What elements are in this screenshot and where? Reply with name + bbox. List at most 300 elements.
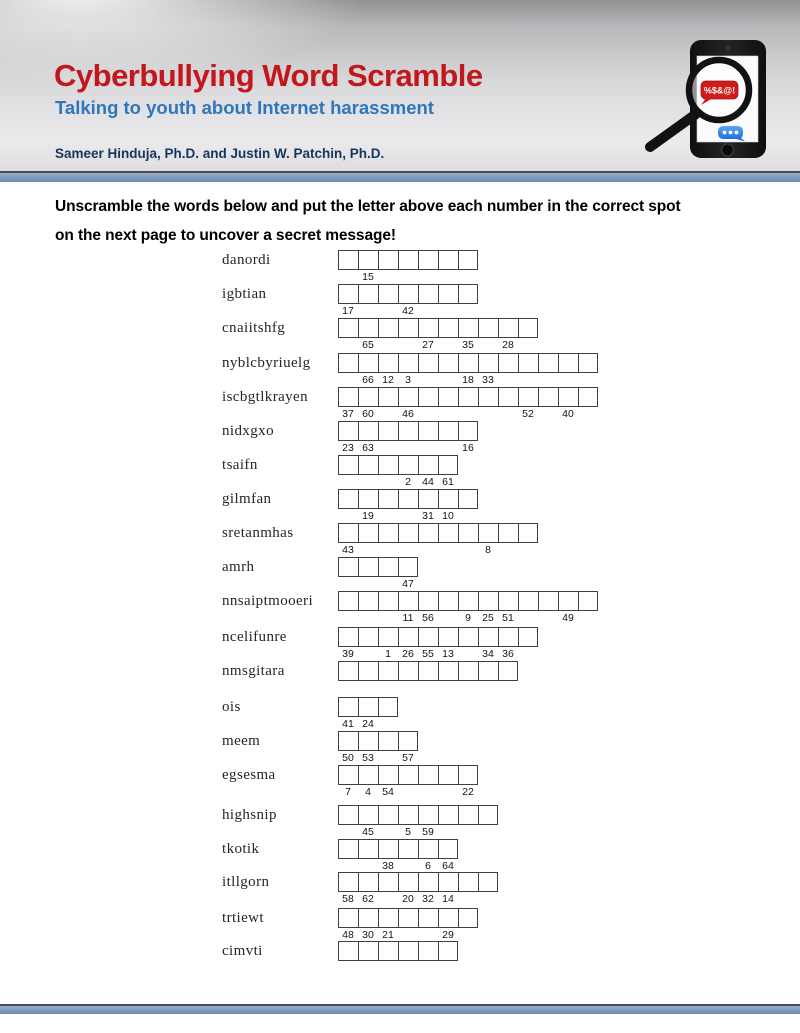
- letter-box: [358, 908, 378, 928]
- letter-box: [458, 387, 478, 407]
- letter-box: [418, 872, 438, 892]
- letter-box: [458, 765, 478, 785]
- letter-box: [378, 839, 398, 859]
- letter-box: [338, 284, 358, 304]
- page-title: Cyberbullying Word Scramble: [54, 58, 483, 93]
- box-number: 45: [362, 826, 374, 838]
- letter-box: [418, 353, 438, 373]
- letter-box: [338, 557, 358, 577]
- letter-box: [578, 353, 598, 373]
- letter-box: [378, 661, 398, 681]
- letter-box: [438, 353, 458, 373]
- letter-box: [458, 523, 478, 543]
- letter-box: [398, 557, 418, 577]
- box-number: 33: [482, 374, 494, 386]
- number-labels: [338, 305, 618, 317]
- box-number: 56: [422, 612, 434, 624]
- letter-box: [378, 489, 398, 509]
- scrambled-word: iscbgtlkrayen: [222, 389, 309, 405]
- box-number: 47: [402, 578, 414, 590]
- number-labels: [338, 893, 618, 905]
- number-labels: [338, 510, 618, 522]
- letter-box: [418, 839, 438, 859]
- letter-box: [378, 455, 398, 475]
- letter-box: [398, 489, 418, 509]
- letter-box: [398, 455, 418, 475]
- scrambled-word: igbtian: [222, 286, 267, 302]
- instructions-line1: Unscramble the words below and put the letter above each number in the correct spot: [55, 198, 681, 215]
- letter-box: [378, 908, 398, 928]
- letter-box: [338, 353, 358, 373]
- letter-box: [378, 697, 398, 717]
- letter-box: [378, 557, 398, 577]
- scrambled-word: nyblcbyriuelg: [222, 355, 311, 371]
- letter-box: [398, 661, 418, 681]
- letter-boxes: [338, 872, 498, 892]
- number-labels: [338, 476, 618, 488]
- letter-box: [358, 941, 378, 961]
- box-number: 40: [562, 408, 574, 420]
- scrambled-word: sretanmhas: [222, 525, 294, 541]
- box-number: 6: [425, 860, 431, 872]
- word-row: [222, 455, 782, 489]
- scrambled-word: danordi: [222, 252, 271, 268]
- box-number: 18: [462, 374, 474, 386]
- letter-box: [418, 765, 438, 785]
- word-row: [222, 523, 782, 557]
- letter-box: [338, 387, 358, 407]
- letter-box: [578, 387, 598, 407]
- word-row: [222, 387, 782, 421]
- word-row: [222, 627, 782, 661]
- scrambled-word: tkotik: [222, 841, 260, 857]
- word-row: [222, 250, 782, 284]
- box-number: 20: [402, 893, 414, 905]
- number-labels: [338, 442, 618, 454]
- box-number: 63: [362, 442, 374, 454]
- letter-box: [498, 627, 518, 647]
- number-labels: [338, 752, 618, 764]
- letter-box: [418, 318, 438, 338]
- letter-box: [378, 765, 398, 785]
- letter-box: [378, 627, 398, 647]
- letter-box: [518, 353, 538, 373]
- box-number: 32: [422, 893, 434, 905]
- letter-box: [418, 591, 438, 611]
- scrambled-word: highsnip: [222, 807, 277, 823]
- letter-boxes: [338, 421, 478, 441]
- letter-box: [398, 765, 418, 785]
- letter-box: [338, 489, 358, 509]
- letter-box: [418, 941, 438, 961]
- letter-box: [518, 627, 538, 647]
- letter-box: [338, 318, 358, 338]
- footer-bar: [0, 1004, 800, 1014]
- box-number: 19: [362, 510, 374, 522]
- scrambled-word: tsaifn: [222, 457, 258, 473]
- letter-box: [458, 318, 478, 338]
- letter-boxes: [338, 591, 598, 611]
- word-row: [222, 908, 782, 942]
- letter-box: [358, 489, 378, 509]
- letter-box: [458, 353, 478, 373]
- letter-boxes: [338, 661, 518, 681]
- scrambled-word: itllgorn: [222, 874, 270, 890]
- letter-box: [478, 872, 498, 892]
- letter-box: [358, 557, 378, 577]
- box-number: 14: [442, 893, 454, 905]
- number-labels: [338, 612, 618, 624]
- letter-boxes: [338, 941, 458, 961]
- letter-box: [358, 872, 378, 892]
- letter-box: [358, 731, 378, 751]
- letter-box: [338, 697, 358, 717]
- letter-box: [398, 805, 418, 825]
- box-number: 55: [422, 648, 434, 660]
- letter-box: [478, 318, 498, 338]
- word-row: [222, 839, 782, 873]
- box-number: 61: [442, 476, 454, 488]
- box-number: 7: [345, 786, 351, 798]
- box-number: 62: [362, 893, 374, 905]
- box-number: 4: [365, 786, 371, 798]
- letter-box: [338, 805, 358, 825]
- box-number: 53: [362, 752, 374, 764]
- box-number: 65: [362, 339, 374, 351]
- box-number: 46: [402, 408, 414, 420]
- box-number: 57: [402, 752, 414, 764]
- word-row: [222, 872, 782, 906]
- box-number: 25: [482, 612, 494, 624]
- number-labels: [338, 718, 618, 730]
- letter-box: [338, 523, 358, 543]
- letter-box: [438, 250, 458, 270]
- number-labels: [338, 648, 618, 660]
- letter-box: [518, 318, 538, 338]
- box-number: 37: [342, 408, 354, 420]
- letter-box: [358, 284, 378, 304]
- letter-box: [398, 731, 418, 751]
- letter-box: [418, 455, 438, 475]
- letter-box: [498, 661, 518, 681]
- box-number: 31: [422, 510, 434, 522]
- letter-boxes: [338, 839, 458, 859]
- letter-box: [438, 284, 458, 304]
- letter-box: [358, 353, 378, 373]
- letter-box: [378, 523, 398, 543]
- box-number: 2: [405, 476, 411, 488]
- letter-box: [378, 805, 398, 825]
- box-number: 35: [462, 339, 474, 351]
- box-number: 1: [385, 648, 391, 660]
- letter-box: [418, 284, 438, 304]
- letter-box: [518, 591, 538, 611]
- letter-box: [578, 591, 598, 611]
- box-number: 21: [382, 929, 394, 941]
- letter-box: [378, 591, 398, 611]
- letter-box: [438, 839, 458, 859]
- letter-box: [478, 627, 498, 647]
- box-number: 64: [442, 860, 454, 872]
- letter-box: [418, 627, 438, 647]
- letter-boxes: [338, 697, 398, 717]
- letter-box: [438, 872, 458, 892]
- letter-box: [398, 523, 418, 543]
- letter-box: [438, 661, 458, 681]
- letter-boxes: [338, 557, 418, 577]
- letter-box: [338, 661, 358, 681]
- letter-box: [498, 318, 518, 338]
- box-number: 30: [362, 929, 374, 941]
- letter-box: [418, 421, 438, 441]
- box-number: 27: [422, 339, 434, 351]
- letter-box: [478, 387, 498, 407]
- scrambled-word: egsesma: [222, 767, 276, 783]
- letter-box: [498, 353, 518, 373]
- box-number: 41: [342, 718, 354, 730]
- letter-box: [378, 250, 398, 270]
- letter-box: [478, 805, 498, 825]
- letter-boxes: [338, 908, 478, 928]
- letter-box: [478, 523, 498, 543]
- letter-box: [358, 661, 378, 681]
- letter-box: [398, 421, 418, 441]
- letter-box: [398, 250, 418, 270]
- letter-box: [398, 387, 418, 407]
- letter-box: [338, 765, 358, 785]
- letter-box: [538, 591, 558, 611]
- letter-box: [478, 591, 498, 611]
- letter-box: [438, 318, 458, 338]
- letter-box: [398, 908, 418, 928]
- scrambled-word: nnsaiptmooeri: [222, 593, 314, 609]
- word-row: [222, 318, 782, 352]
- letter-box: [458, 661, 478, 681]
- letter-box: [438, 908, 458, 928]
- box-number: 66: [362, 374, 374, 386]
- page-subtitle: Talking to youth about Internet harassment: [55, 97, 434, 118]
- word-row: [222, 805, 782, 839]
- letter-box: [398, 941, 418, 961]
- letter-boxes: [338, 353, 598, 373]
- scrambled-word: ois: [222, 699, 241, 715]
- letter-box: [398, 627, 418, 647]
- word-row: [222, 353, 782, 387]
- number-labels: [338, 929, 618, 941]
- letter-box: [378, 353, 398, 373]
- letter-box: [538, 387, 558, 407]
- box-number: 58: [342, 893, 354, 905]
- scrambled-word: amrh: [222, 559, 255, 575]
- letter-box: [338, 591, 358, 611]
- letter-box: [498, 523, 518, 543]
- letter-box: [398, 353, 418, 373]
- letter-box: [538, 353, 558, 373]
- box-number: 11: [402, 612, 414, 624]
- letter-box: [358, 421, 378, 441]
- letter-box: [378, 941, 398, 961]
- letter-box: [438, 421, 458, 441]
- number-labels: [338, 786, 618, 798]
- letter-box: [378, 387, 398, 407]
- letter-box: [458, 591, 478, 611]
- box-number: 34: [482, 648, 494, 660]
- letter-box: [358, 250, 378, 270]
- box-number: 8: [485, 544, 491, 556]
- scrambled-word: cimvti: [222, 943, 263, 959]
- number-labels: [338, 339, 618, 351]
- letter-box: [438, 387, 458, 407]
- letter-boxes: [338, 318, 538, 338]
- box-number: 49: [562, 612, 574, 624]
- letter-box: [398, 839, 418, 859]
- letter-box: [558, 353, 578, 373]
- box-number: 28: [502, 339, 514, 351]
- letter-box: [398, 872, 418, 892]
- letter-box: [478, 661, 498, 681]
- scrambled-word: ncelifunre: [222, 629, 287, 645]
- letter-box: [438, 765, 458, 785]
- box-number: 3: [405, 374, 411, 386]
- letter-box: [518, 523, 538, 543]
- letter-box: [458, 627, 478, 647]
- letter-box: [398, 318, 418, 338]
- letter-box: [418, 387, 438, 407]
- letter-box: [438, 591, 458, 611]
- number-labels: [338, 962, 618, 974]
- letter-box: [338, 839, 358, 859]
- number-labels: [338, 578, 618, 590]
- letter-boxes: [338, 731, 418, 751]
- letter-box: [458, 284, 478, 304]
- letter-box: [458, 489, 478, 509]
- number-labels: [338, 544, 618, 556]
- letter-boxes: [338, 284, 478, 304]
- letter-box: [418, 489, 438, 509]
- letter-box: [358, 765, 378, 785]
- word-row: [222, 284, 782, 318]
- letter-box: [358, 627, 378, 647]
- letter-box: [438, 805, 458, 825]
- letter-boxes: [338, 627, 538, 647]
- box-number: 24: [362, 718, 374, 730]
- box-number: 22: [462, 786, 474, 798]
- box-number: 48: [342, 929, 354, 941]
- letter-box: [338, 250, 358, 270]
- letter-box: [338, 627, 358, 647]
- number-labels: [338, 860, 618, 872]
- box-number: 59: [422, 826, 434, 838]
- letter-box: [498, 591, 518, 611]
- scrambled-word: nmsgitara: [222, 663, 285, 679]
- box-number: 52: [522, 408, 534, 420]
- letter-box: [458, 421, 478, 441]
- number-labels: [338, 826, 618, 838]
- letter-box: [338, 908, 358, 928]
- word-row: [222, 557, 782, 591]
- letter-box: [558, 591, 578, 611]
- letter-box: [478, 353, 498, 373]
- letter-box: [438, 941, 458, 961]
- box-number: 10: [442, 510, 454, 522]
- scrambled-word: meem: [222, 733, 261, 749]
- letter-box: [358, 839, 378, 859]
- scrambled-word: trtiewt: [222, 910, 264, 926]
- letter-box: [358, 523, 378, 543]
- letter-box: [418, 661, 438, 681]
- letter-box: [378, 318, 398, 338]
- word-row: [222, 661, 782, 695]
- word-row: [222, 941, 782, 975]
- number-labels: [338, 408, 618, 420]
- letter-boxes: [338, 523, 538, 543]
- letter-box: [418, 908, 438, 928]
- box-number: 26: [402, 648, 414, 660]
- box-number: 51: [502, 612, 514, 624]
- letter-box: [398, 284, 418, 304]
- letter-box: [398, 591, 418, 611]
- box-number: 36: [502, 648, 514, 660]
- letter-box: [338, 872, 358, 892]
- letter-box: [438, 627, 458, 647]
- letter-box: [458, 872, 478, 892]
- box-number: 43: [342, 544, 354, 556]
- box-number: 38: [382, 860, 394, 872]
- number-labels: [338, 682, 618, 694]
- instructions-line2: on the next page to uncover a secret message!: [55, 227, 396, 244]
- box-number: 60: [362, 408, 374, 420]
- box-number: 9: [465, 612, 471, 624]
- letter-box: [418, 805, 438, 825]
- number-labels: [338, 271, 618, 283]
- box-number: 5: [405, 826, 411, 838]
- letter-box: [378, 284, 398, 304]
- word-row: [222, 421, 782, 455]
- letter-box: [518, 387, 538, 407]
- letter-boxes: [338, 387, 598, 407]
- scrambled-word: cnaiitshfg: [222, 320, 286, 336]
- letter-box: [358, 387, 378, 407]
- letter-box: [358, 455, 378, 475]
- box-number: 17: [342, 305, 354, 317]
- word-row: [222, 765, 782, 799]
- letter-box: [358, 805, 378, 825]
- letter-boxes: [338, 489, 478, 509]
- box-number: 12: [382, 374, 394, 386]
- word-row: [222, 697, 782, 731]
- word-row: [222, 591, 782, 625]
- box-number: 16: [462, 442, 474, 454]
- letter-box: [558, 387, 578, 407]
- letter-box: [338, 421, 358, 441]
- letter-box: [498, 387, 518, 407]
- letter-box: [358, 591, 378, 611]
- letter-box: [338, 731, 358, 751]
- box-number: 29: [442, 929, 454, 941]
- word-row: [222, 489, 782, 523]
- letter-box: [338, 455, 358, 475]
- letter-box: [338, 941, 358, 961]
- letter-boxes: [338, 765, 478, 785]
- box-number: 23: [342, 442, 354, 454]
- letter-box: [378, 421, 398, 441]
- box-number: 50: [342, 752, 354, 764]
- letter-box: [458, 908, 478, 928]
- letter-box: [418, 523, 438, 543]
- scrambled-word: gilmfan: [222, 491, 272, 507]
- word-row: [222, 731, 782, 765]
- scrambled-word: nidxgxo: [222, 423, 274, 439]
